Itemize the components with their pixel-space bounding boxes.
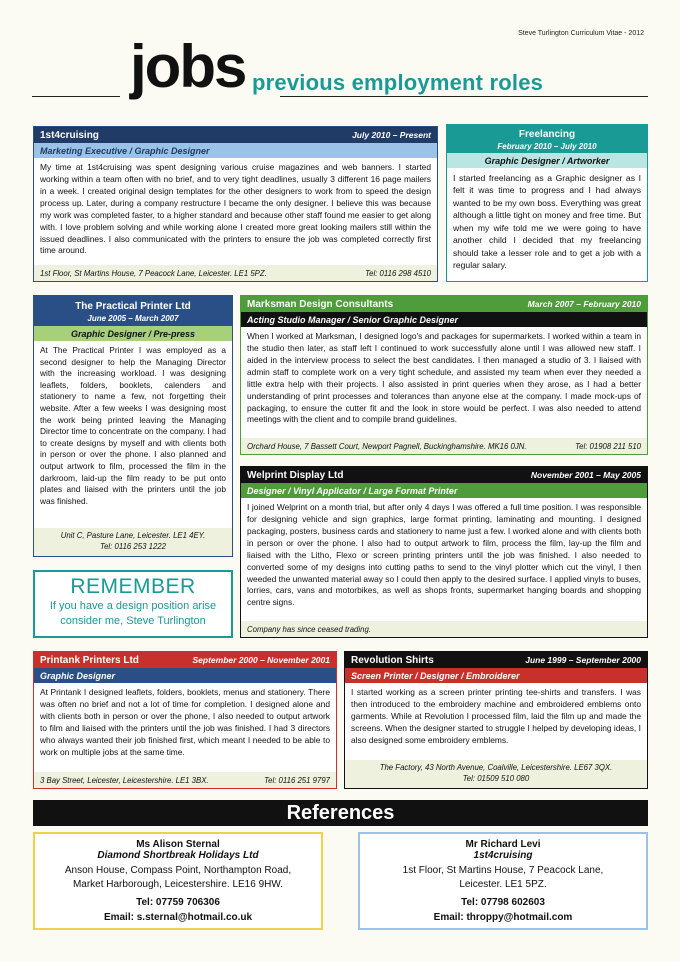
title-main: jobs — [130, 33, 246, 100]
job-dates: February 2010 – July 2010 — [497, 142, 597, 151]
reference-contact — [360, 896, 646, 925]
cv-header-label: Steve Turlington Curriculum Vitae - 2012 — [518, 30, 644, 37]
job-header — [241, 467, 647, 483]
job-address: Unit C, Pasture Lane, Leicester. LE1 4EY. — [60, 531, 206, 540]
job-address: Orchard House, 7 Bassett Court, Newport Pagnell, Buckinghamshire. MK16 0JN. — [247, 441, 527, 451]
remember-text: If you have a design position arise consider me, Steve Turlington — [49, 600, 217, 627]
job-card-welprint — [240, 466, 648, 638]
reference-contact — [35, 896, 321, 925]
job-address: The Factory, 43 North Avenue, Coalville, Leicestershire. LE67 3QX. — [379, 763, 613, 772]
job-tel: Tel: 01908 211 510 — [575, 441, 641, 451]
job-dates: June 1999 – September 2000 — [525, 655, 641, 665]
job-company: Freelancing — [518, 129, 576, 140]
reference-card-2 — [358, 832, 648, 930]
job-note: Company has since ceased trading. — [247, 624, 371, 634]
job-card-printank — [33, 651, 337, 789]
reference-address-line: Market Harborough, Leicestershire. LE16 9HW. — [72, 879, 284, 890]
job-company: Marksman Design Consultants — [247, 298, 394, 310]
reference-card-1 — [33, 832, 323, 930]
job-description: When I worked at Marksman, I designed logo's and packages for supermarkets. I worked within a team in the studio then later, as staff left I continued to work successfully alone until I was allowed new staff. I aided in the interview process to select the best candidates. I then managed a studio of 3. I liaised with admin staff to complete work on a very tight schedule, and assisted my team when ever they needed a little extra help with their projects. I also assisted in print queries when they arose, as I had a better understanding of print processes and tolerances than anyone else at the company. I made mock-ups of packaging, to ensure the cutter fit and the look in store would be perfect. I was also needed to attend meetings with the client and to compile brand guidelines. — [247, 331, 641, 425]
job-role: Graphic Designer / Pre-press — [34, 326, 232, 341]
reference-email[interactable]: Email: throppy@hotmail.com — [433, 911, 573, 923]
job-dates: July 2010 – Present — [352, 130, 431, 140]
reference-company: Diamond Shortbreak Holidays Ltd — [97, 850, 259, 861]
references-heading: References — [33, 800, 648, 826]
job-address: 3 Bay Street, Leicester, Leicestershire. LE1 3BX. — [40, 775, 209, 785]
job-company: 1st4cruising — [40, 129, 99, 141]
reference-address-line: Anson House, Compass Point, Northampton Road, — [64, 865, 292, 876]
reference-tel: Tel: 07759 706306 — [136, 897, 220, 908]
remember-heading: REMEMBER — [70, 575, 196, 598]
job-description: I joined Welprint on a month trial, but after only 4 days I was offered a full time position. I was responsible for designing vehicle and sign graphics, large format printing, laminating and mounting. I designed packaging, posters, business cards and stationery to name just a few. I worked alone and with clients both in person or over the phone. I also had to output artwork to film, process the film, lay-up the film and liaised with the Litho, Flexo or screen printing printers until the job was finished. I also needed to converted some of my designs into cutting paths to send to the vinyl plotter which cut the vinyl, I then weeded the unwanted material away so I could then apply to the desired surface. I applied vinyls to buses, lorries, cars, vans and motorbikes, as well as shops fronts, supermarket hanging boards and shopping centre signs. — [247, 502, 641, 608]
job-card-marksman — [240, 295, 648, 455]
job-company: Revolution Shirts — [351, 654, 434, 666]
job-card-revolution — [344, 651, 648, 789]
job-header — [241, 296, 647, 312]
job-description: At The Practical Printer I was employed as a second designer to help the Managing Director with the increasing workload. I was designing leaflets, folders, booklets, calenders and stationery to name a few, not forgetting their website. After a few weeks I was designing most the work being printed leaving the Managing Director time to concentrate on the company. I had to create designs by myself and with clients both in person or over the phone. I also planned and output artwork to film, processed the film in the darkroom, laid-up the film ready to be put onto plates and liaised with the printers until the job was finished. — [40, 345, 226, 506]
reference-company: 1st4cruising — [473, 850, 533, 861]
title-rule-right — [280, 96, 648, 97]
job-card-practical-printer — [33, 295, 233, 557]
job-footer — [34, 772, 336, 788]
job-footer — [34, 265, 437, 281]
job-address: 1st Floor, St Martins House, 7 Peacock Lane, Leicester. LE1 5PZ. — [40, 268, 267, 278]
title-subtitle: previous employment roles — [252, 70, 544, 95]
reference-name: Ms Alison Sternal — [136, 839, 220, 850]
reference-email[interactable]: Email: s.sternal@hotmail.co.uk — [103, 911, 253, 923]
reference-name: Mr Richard Levi — [465, 839, 541, 850]
job-header — [345, 652, 647, 668]
reference-address — [360, 864, 646, 892]
reference-address — [35, 864, 321, 892]
job-card-1st4cruising — [33, 126, 438, 282]
job-tel: Tel: 0116 298 4510 — [365, 268, 431, 278]
job-tel: Tel: 0116 253 1222 — [100, 541, 166, 551]
job-dates: June 2005 – March 2007 — [87, 314, 179, 323]
job-dates: March 2007 – February 2010 — [527, 299, 641, 309]
job-role: Marketing Executive / Graphic Designer — [34, 143, 437, 158]
job-description: I started working as a screen printer printing tee-shirts and transfers. I was then introduced to the embroidery machine and embroidered emblems onto garments. While at Revolution I processed film, laid the film up and made the screens. When the designer started to struggle I helped by developing ideas, I also designed some embroidery emblems. — [351, 687, 641, 745]
job-description: I started freelancing as a Graphic designer as I felt it was time to progress and I had always wanted to be my own boss. Everything was great although a little tight on money and free time. But when my wife told me we were going to have another child I decided that my freelancing should take a lesser role and to get a job with a regular salary. — [453, 173, 641, 271]
reference-tel: Tel: 07798 602603 — [461, 897, 545, 908]
job-tel: Tel: 01509 510 080 — [462, 773, 530, 783]
job-company: Welprint Display Ltd — [247, 469, 344, 481]
job-dates: November 2001 – May 2005 — [530, 470, 641, 480]
job-description: My time at 1st4cruising was spent designing various cruise magazines and web banners. I started working within a team often with no brief, and to very tight deadlines, usually 3 different 16 page mailers in a week. I created original design templates for the other designers to work from to speed the design process up. Later, during a company restructure I became the only designer. I believe this was because my work was completed faster, to a higher standard and because other staff found me easier to get along with. I love problem solving and while working alone I created more great looking mailers still within the issued deadlines. I also communicated with the printers to ensure the job was completed correctly first time around. — [40, 162, 431, 256]
job-company: The Practical Printer Ltd — [75, 301, 191, 312]
job-role: Graphic Designer / Artworker — [447, 153, 647, 168]
job-role: Acting Studio Manager / Senior Graphic Designer — [241, 312, 647, 327]
job-tel: Tel: 0116 251 9797 — [264, 775, 330, 785]
job-role: Screen Printer / Designer / Embroiderer — [345, 668, 647, 683]
job-header — [34, 296, 232, 326]
job-footer — [241, 621, 647, 637]
reference-address-line: 1st Floor, St Martins House, 7 Peacock Lane, — [402, 865, 604, 876]
job-header — [447, 125, 647, 153]
job-role: Graphic Designer — [34, 668, 336, 683]
remember-callout — [33, 570, 233, 638]
reference-address-line: Leicester. LE1 5PZ. — [459, 879, 547, 890]
title-rule-left — [32, 96, 120, 97]
job-footer — [345, 760, 647, 788]
job-footer — [34, 528, 232, 556]
job-description: At Printank I designed leaflets, folders, booklets, menus and stationery. There was often no brief and not a lot of time for completion. I designed alone and with clients both in person or over the phone, I also needed to output artwork to film and liaised with the printers until the job was finished. I had 3 directors who always wanted their job finished first, which meant I needed to be able to work on multiple jobs at the same time. — [40, 687, 330, 757]
job-card-freelancing — [446, 124, 648, 282]
job-footer — [241, 438, 647, 454]
job-header — [34, 127, 437, 143]
job-dates: September 2000 – November 2001 — [192, 655, 330, 665]
job-header — [34, 652, 336, 668]
job-company: Printank Printers Ltd — [40, 654, 139, 666]
job-role: Designer / Vinyl Applicator / Large Format Printer — [241, 483, 647, 498]
